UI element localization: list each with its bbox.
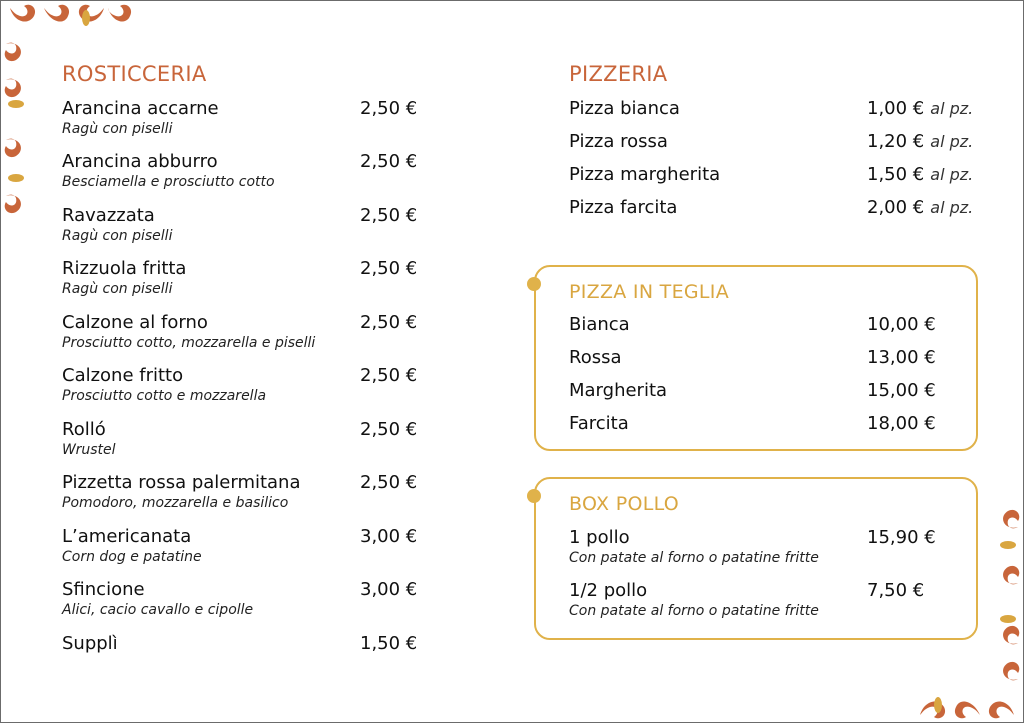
item-price-value: 2,00 €: [867, 197, 925, 218]
item-price: 2,50 €: [360, 312, 418, 333]
item-name: Supplì: [62, 633, 118, 654]
item-price: 10,00 €: [867, 314, 936, 335]
item-name: Pizza bianca: [569, 98, 680, 119]
item-description: Corn dog e patatine: [62, 549, 202, 565]
item-name: Calzone al forno: [62, 312, 208, 333]
menu-item: [62, 258, 422, 298]
item-name: Rizzuola fritta: [62, 258, 187, 279]
item-price: 2,50 €: [360, 365, 418, 386]
item-name: Rossa: [569, 347, 622, 368]
item-name: Sfincione: [62, 579, 145, 600]
unit-label: al pz.: [930, 165, 974, 184]
item-description: Con patate al forno o patatine fritte: [569, 550, 819, 566]
box-marker-dot: [527, 277, 541, 291]
item-price-value: 1,20 €: [867, 131, 925, 152]
item-description: Pomodoro, mozzarella e basilico: [62, 495, 289, 511]
menu-item: [62, 579, 422, 619]
item-description: Ragù con piselli: [62, 121, 173, 137]
item-name: 1/2 pollo: [569, 580, 648, 601]
unit-label: al pz.: [930, 99, 974, 118]
item-price: 2,50 €: [360, 472, 418, 493]
menu-item: [569, 380, 936, 402]
item-price: 3,00 €: [360, 526, 418, 547]
item-price: 13,00 €: [867, 347, 936, 368]
menu-item: [569, 580, 929, 620]
item-price: 15,00 €: [867, 380, 936, 401]
item-price: 18,00 €: [867, 413, 936, 434]
item-price: 15,90 €: [867, 527, 936, 548]
menu-item: [569, 314, 936, 336]
item-name: Calzone fritto: [62, 365, 184, 386]
menu-item: [569, 98, 989, 120]
box-marker-dot: [527, 489, 541, 503]
menu-item: [569, 413, 936, 435]
menu-item: [62, 312, 422, 352]
item-description: Ragù con piselli: [62, 281, 173, 297]
item-description: Besciamella e prosciutto cotto: [62, 174, 275, 190]
menu-item: [62, 98, 422, 138]
menu-item: [62, 526, 422, 566]
item-description: Con patate al forno o patatine fritte: [569, 603, 819, 619]
unit-label: al pz.: [930, 132, 974, 151]
item-name: Bianca: [569, 314, 630, 335]
item-price: 3,00 €: [360, 579, 418, 600]
menu-item: [569, 131, 989, 153]
item-name: Pizza farcita: [569, 197, 678, 218]
item-price: [867, 197, 973, 219]
item-price: 2,50 €: [360, 151, 418, 172]
rosticceria-title: ROSTICCERIA: [62, 62, 207, 86]
item-price: 2,50 €: [360, 258, 418, 279]
item-price: [867, 98, 973, 120]
item-price: 1,50 €: [360, 633, 418, 654]
menu-item: [62, 472, 422, 512]
menu-item: [569, 347, 936, 369]
pizzeria-title: PIZZERIA: [569, 62, 668, 86]
unit-label: al pz.: [930, 198, 974, 217]
item-name: 1 pollo: [569, 527, 630, 548]
item-price-value: 1,00 €: [867, 98, 925, 119]
item-description: Ragù con piselli: [62, 228, 173, 244]
menu-item: [62, 151, 422, 191]
menu-item: [62, 419, 422, 459]
item-name: Pizza rossa: [569, 131, 668, 152]
box-pollo-title: BOX POLLO: [569, 493, 680, 515]
item-price: [867, 164, 973, 186]
item-description: Prosciutto cotto e mozzarella: [62, 388, 267, 404]
item-price: 2,50 €: [360, 419, 418, 440]
menu-item: [569, 527, 936, 567]
item-price: 2,50 €: [360, 98, 418, 119]
item-name: Rolló: [62, 419, 106, 440]
menu-item: [62, 633, 422, 655]
item-price: 7,50 €: [867, 580, 925, 601]
item-description: Alici, cacio cavallo e cipolle: [62, 602, 254, 618]
item-name: Arancina abburro: [62, 151, 218, 172]
item-description: Wrustel: [62, 442, 116, 458]
item-price: 2,50 €: [360, 205, 418, 226]
item-name: Arancina accarne: [62, 98, 219, 119]
item-description: Prosciutto cotto, mozzarella e piselli: [62, 335, 316, 351]
item-name: Farcita: [569, 413, 629, 434]
menu-item: [569, 164, 989, 186]
item-name: Pizza margherita: [569, 164, 721, 185]
item-name: Margherita: [569, 380, 668, 401]
item-name: Ravazzata: [62, 205, 155, 226]
item-name: L’americanata: [62, 526, 192, 547]
menu-item: [62, 365, 422, 405]
menu-item: [569, 197, 989, 219]
item-name: Pizzetta rossa palermitana: [62, 472, 301, 493]
pizza-in-teglia-title: PIZZA IN TEGLIA: [569, 281, 730, 303]
menu-item: [62, 205, 422, 245]
item-price: [867, 131, 973, 153]
item-price-value: 1,50 €: [867, 164, 925, 185]
